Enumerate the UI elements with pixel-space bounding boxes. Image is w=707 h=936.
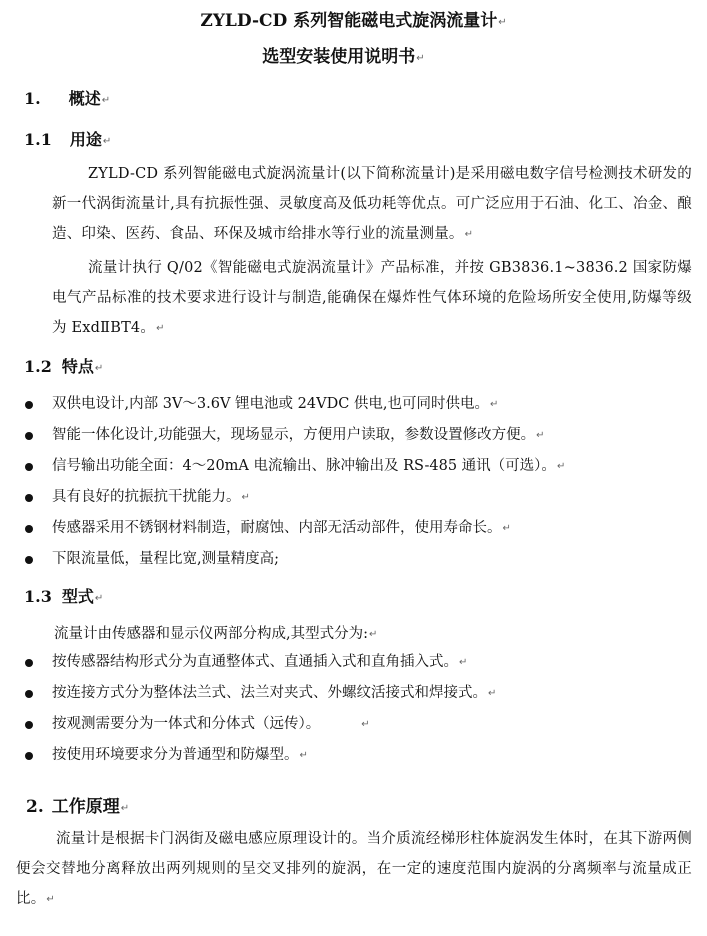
document-subtitle: 选型安装使用说明书↵ bbox=[262, 47, 425, 67]
list-item: 按连接方式分为整体法兰式、法兰对夹式、外螺纹活接式和焊接式。↵ bbox=[0, 678, 707, 709]
section-heading-2: 2. 工作原理↵ bbox=[26, 797, 130, 817]
paragraph-purpose-1: ZYLD-CD 系列智能磁电式旋涡流量计(以下简称流量计)是采用磁电数字信号检测技术研发的新一代涡街流量计,具有抗振性强、灵敏度高及低功耗等优点。可广泛应用于石油、化工、冶金、酿造、印染、医药、食品、环保及城市给排水等行业的流量测量。↵ bbox=[52, 166, 692, 242]
paragraph-principle: 流量计是根据卡门涡街及磁电感应原理设计的。当介质流经梯形柱体旋涡发生体时，在其下游两侧便会交替地分离释放出两列规则的呈交叉排列的旋涡，在一定的速度范围内旋涡的分离频率与流量成正比。↵ bbox=[16, 831, 692, 907]
section-heading-1-2: 1.2 特点↵ bbox=[24, 357, 104, 376]
return-mark: ↵ bbox=[498, 17, 507, 28]
bullet-icon bbox=[25, 525, 33, 533]
section-heading-1-1: 1.1 用途↵ bbox=[24, 130, 112, 149]
section-number: 1.3 bbox=[24, 587, 52, 606]
list-item: 按使用环境要求分为普通型和防爆型。↵ bbox=[0, 740, 707, 771]
section-title: 概述 bbox=[68, 89, 101, 108]
type-intro: 流量计由传感器和显示仪两部分构成,其型式分为:↵ bbox=[54, 626, 378, 642]
list-item: 按观测需要分为一体式和分体式（远传）。 ↵ bbox=[0, 709, 707, 740]
section-number: 1.1 bbox=[24, 130, 52, 149]
document-title: ZYLD-CD 系列智能磁电式旋涡流量计↵ bbox=[200, 11, 507, 31]
bullet-icon bbox=[25, 401, 33, 409]
bullet-icon bbox=[25, 556, 33, 564]
bullet-icon bbox=[25, 721, 33, 729]
list-item: 智能一体化设计,功能强大，现场显示，方便用户读取，参数设置修改方便。↵ bbox=[0, 420, 707, 451]
section-title: 特点 bbox=[61, 357, 94, 376]
list-item: 信号输出功能全面：4～20mA 电流输出、脉冲输出及 RS-485 通讯（可选）。↵ bbox=[0, 451, 707, 482]
bullet-icon bbox=[25, 752, 33, 760]
section-title: 工作原理 bbox=[51, 797, 120, 817]
list-item: 双供电设计,内部 3V～3.6V 锂电池或 24VDC 供电,也可同时供电。↵ bbox=[0, 389, 707, 420]
section-number: 1.2 bbox=[24, 357, 52, 376]
section-heading-1-3: 1.3 型式↵ bbox=[24, 587, 104, 606]
feature-list bbox=[0, 389, 707, 575]
bullet-icon bbox=[25, 690, 33, 698]
section-title: 用途 bbox=[69, 130, 102, 149]
bullet-icon bbox=[25, 463, 33, 471]
paragraph-purpose-2: 流量计执行 Q/02《智能磁电式旋涡流量计》产品标准，并按 GB3836.1~3836.2 国家防爆电气产品标准的技术要求进行设计与制造,能确保在爆炸性气体环境的危险场所安全使用,防爆等级为 ExdⅡBT4。↵ bbox=[52, 260, 692, 336]
bullet-icon bbox=[25, 659, 33, 667]
list-item: 下限流量低，量程比宽,测量精度高; bbox=[0, 544, 707, 575]
bullet-icon bbox=[25, 432, 33, 440]
section-title: 型式 bbox=[61, 587, 94, 606]
type-list bbox=[0, 647, 707, 771]
section-number: 2. bbox=[26, 797, 44, 817]
section-number: 1. bbox=[24, 89, 41, 108]
list-item: 按传感器结构形式分为直通整体式、直通插入式和直角插入式。↵ bbox=[0, 647, 707, 678]
list-item: 具有良好的抗振抗干扰能力。↵ bbox=[0, 482, 707, 513]
return-mark: ↵ bbox=[416, 53, 425, 64]
section-heading-1: 1. 概述↵ bbox=[24, 89, 111, 108]
list-item: 传感器采用不锈钢材料制造，耐腐蚀、内部无活动部件，使用寿命长。↵ bbox=[0, 513, 707, 544]
bullet-icon bbox=[25, 494, 33, 502]
